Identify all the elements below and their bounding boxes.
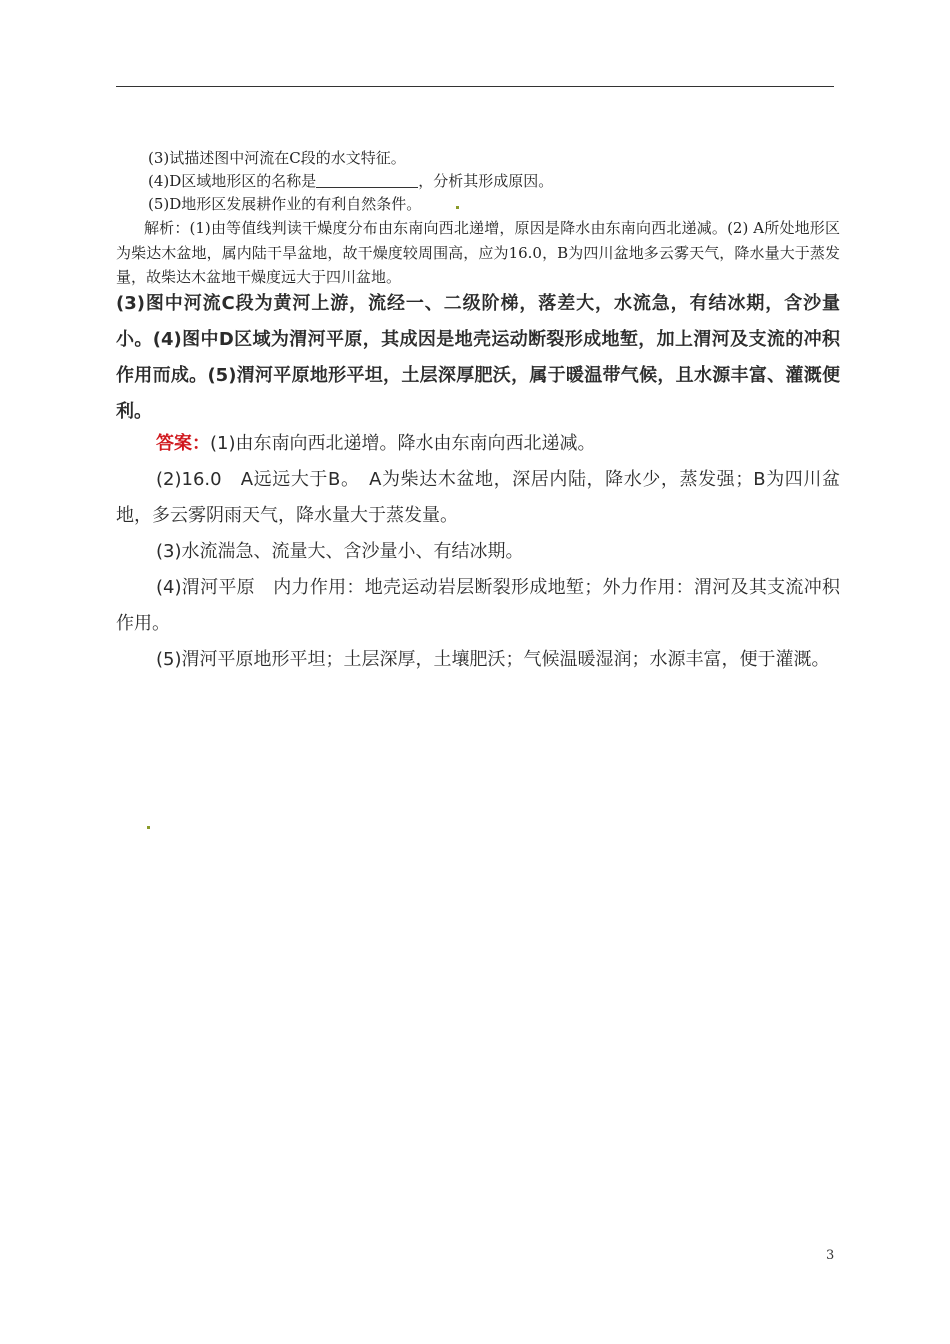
answer-blank [316, 173, 418, 188]
answer-2: (2)16.0 A远远大于B。 A为柴达木盆地，深居内陆，降水少，蒸发强；B为四川盆地，多云雾阴雨天气，降水量大于蒸发量。 [116, 469, 840, 526]
decorative-dot [147, 826, 150, 829]
answer-5: (5)渭河平原地形平坦；土层深厚，土壤肥沃；气候温暖湿润；水源丰富，便于灌溉。 [156, 649, 830, 670]
page-number: 3 [826, 1248, 835, 1263]
decorative-dot [456, 206, 459, 209]
answer-3: (3)水流湍急、流量大、含沙量小、有结冰期。 [156, 541, 524, 562]
answer-1-text: (1)由东南向西北递增。降水由东南向西北递减。 [210, 433, 596, 454]
analysis-small [116, 216, 840, 290]
question-4-suffix: ，分析其形成原因。 [418, 172, 554, 190]
analysis-large: (3)图中河流C段为黄河上游，流经一、二级阶梯，落差大，水流急，有结冰期，含沙量小。(4)图中D区域为渭河平原，其成因是地壳运动断裂形成地堑，加上渭河及支流的冲积作用而成。(5)渭河平原地形平坦，土层深厚肥沃，属于暖温带气候，且水源丰富、灌溉便利。 [116, 293, 840, 422]
answer-section [116, 426, 840, 678]
question-4 [148, 171, 553, 191]
question-5: (5)D地形区发展耕作业的有利自然条件。 [148, 195, 422, 213]
question-3: (3)试描述图中河流在C段的水文特征。 [148, 149, 406, 167]
header-rule [116, 86, 834, 87]
answer-4: (4)渭河平原 内力作用：地壳运动岩层断裂形成地堑；外力作用：渭河及其支流冲积作用。 [116, 577, 840, 634]
answer-label: 答案： [156, 433, 210, 454]
answer-1 [116, 426, 840, 462]
analysis-small-text: 解析：(1)由等值线判读干燥度分布由东南向西北递增，原因是降水由东南向西北递减。(2) A所处地形区为柴达木盆地，属内陆干旱盆地，故干燥度较周围高，应为16.0，B为四川盆地多云雾天气，降水量大于蒸发量，故柴达木盆地干燥度远大于四川盆地。 [116, 219, 840, 286]
question-4-prefix: (4)D区域地形区的名称是 [148, 172, 317, 190]
